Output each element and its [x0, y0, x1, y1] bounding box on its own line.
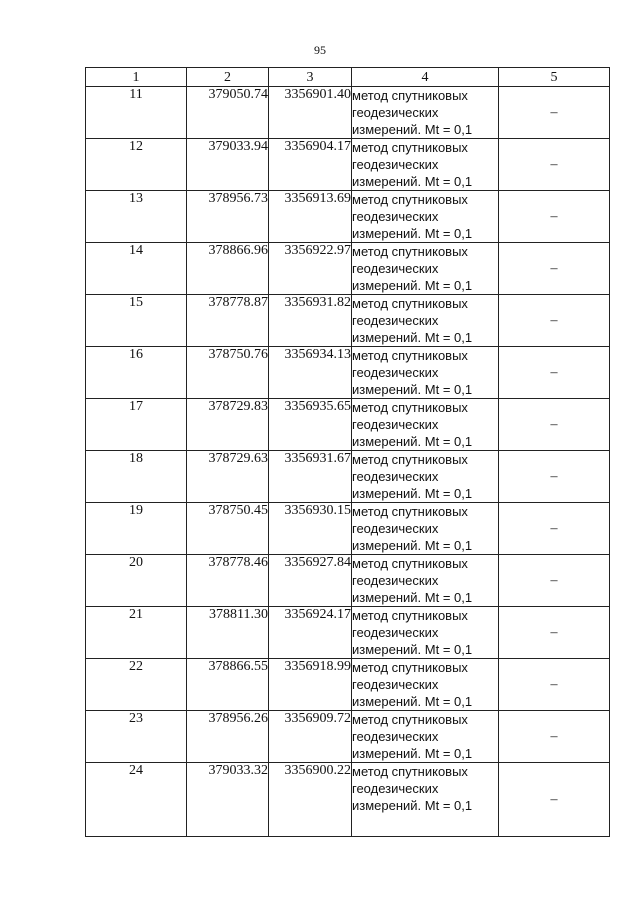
method-cell: [352, 347, 499, 399]
point-number-cell: 12: [86, 139, 187, 191]
method-line: метод спутниковых: [352, 608, 468, 623]
coordinates-table: [85, 67, 610, 837]
x-coordinate-cell: 378956.26: [187, 711, 269, 763]
note-cell: –: [499, 763, 610, 837]
note-cell: –: [499, 555, 610, 607]
note-cell: –: [499, 711, 610, 763]
note-cell: –: [499, 347, 610, 399]
x-coordinate-cell: 378956.73: [187, 191, 269, 243]
x-coordinate-cell: 378729.63: [187, 451, 269, 503]
column-header: 1: [86, 68, 187, 87]
method-cell: [352, 295, 499, 347]
note-cell: –: [499, 451, 610, 503]
method-line: измерений. Mt = 0,1: [352, 486, 473, 501]
method-cell: [352, 659, 499, 711]
method-cell: [352, 763, 499, 837]
column-header: 4: [352, 68, 499, 87]
y-coordinate-cell: 3356924.17: [269, 607, 352, 659]
note-cell: –: [499, 295, 610, 347]
method-cell: [352, 451, 499, 503]
point-number-cell: 14: [86, 243, 187, 295]
table-row: [86, 243, 610, 295]
y-coordinate-cell: 3356913.69: [269, 191, 352, 243]
method-line: метод спутниковых: [352, 192, 468, 207]
method-cell: [352, 607, 499, 659]
note-cell: –: [499, 659, 610, 711]
method-line: измерений. Mt = 0,1: [352, 122, 473, 137]
x-coordinate-cell: 378750.45: [187, 503, 269, 555]
y-coordinate-cell: 3356927.84: [269, 555, 352, 607]
method-line: геодезических: [352, 625, 439, 640]
table-row: [86, 555, 610, 607]
table-body: [86, 87, 610, 837]
point-number-cell: 15: [86, 295, 187, 347]
method-line: измерений. Mt = 0,1: [352, 278, 473, 293]
y-coordinate-cell: 3356900.22: [269, 763, 352, 837]
point-number-cell: 23: [86, 711, 187, 763]
column-header: 2: [187, 68, 269, 87]
table-row: [86, 87, 610, 139]
method-line: метод спутниковых: [352, 452, 468, 467]
method-line: метод спутниковых: [352, 348, 468, 363]
table-row: [86, 763, 610, 837]
table-row: [86, 659, 610, 711]
method-line: геодезических: [352, 469, 439, 484]
method-line: метод спутниковых: [352, 504, 468, 519]
page-number: 95: [314, 43, 326, 57]
table-row: [86, 191, 610, 243]
y-coordinate-cell: 3356904.17: [269, 139, 352, 191]
note-cell: –: [499, 503, 610, 555]
method-line: метод спутниковых: [352, 400, 468, 415]
note-cell: –: [499, 139, 610, 191]
method-line: измерений. Mt = 0,1: [352, 590, 473, 605]
point-number-cell: 19: [86, 503, 187, 555]
y-coordinate-cell: 3356909.72: [269, 711, 352, 763]
point-number-cell: 17: [86, 399, 187, 451]
point-number-cell: 24: [86, 763, 187, 837]
method-line: геодезических: [352, 105, 439, 120]
note-cell: –: [499, 191, 610, 243]
method-line: метод спутниковых: [352, 712, 468, 727]
method-line: измерений. Mt = 0,1: [352, 330, 473, 345]
column-header: 3: [269, 68, 352, 87]
point-number-cell: 22: [86, 659, 187, 711]
x-coordinate-cell: 378778.87: [187, 295, 269, 347]
method-line: метод спутниковых: [352, 140, 468, 155]
x-coordinate-cell: 379033.94: [187, 139, 269, 191]
method-cell: [352, 87, 499, 139]
method-line: геодезических: [352, 157, 439, 172]
method-cell: [352, 191, 499, 243]
table-row: [86, 399, 610, 451]
x-coordinate-cell: 378811.30: [187, 607, 269, 659]
table-row: [86, 451, 610, 503]
y-coordinate-cell: 3356931.67: [269, 451, 352, 503]
note-cell: –: [499, 87, 610, 139]
y-coordinate-cell: 3356918.99: [269, 659, 352, 711]
method-line: геодезических: [352, 573, 439, 588]
table-row: [86, 139, 610, 191]
y-coordinate-cell: 3356922.97: [269, 243, 352, 295]
method-line: измерений. Mt = 0,1: [352, 434, 473, 449]
table-row: [86, 347, 610, 399]
note-cell: –: [499, 399, 610, 451]
method-line: измерений. Mt = 0,1: [352, 746, 473, 761]
method-line: измерений. Mt = 0,1: [352, 642, 473, 657]
method-line: геодезических: [352, 417, 439, 432]
method-line: геодезических: [352, 365, 439, 380]
x-coordinate-cell: 379050.74: [187, 87, 269, 139]
method-line: геодезических: [352, 781, 439, 796]
method-line: метод спутниковых: [352, 660, 468, 675]
method-line: метод спутниковых: [352, 296, 468, 311]
point-number-cell: 21: [86, 607, 187, 659]
method-line: измерений. Mt = 0,1: [352, 382, 473, 397]
point-number-cell: 13: [86, 191, 187, 243]
method-cell: [352, 503, 499, 555]
table-header-row: [86, 68, 610, 87]
y-coordinate-cell: 3356931.82: [269, 295, 352, 347]
method-line: измерений. Mt = 0,1: [352, 538, 473, 553]
y-coordinate-cell: 3356901.40: [269, 87, 352, 139]
method-cell: [352, 555, 499, 607]
method-cell: [352, 243, 499, 295]
note-cell: –: [499, 243, 610, 295]
method-cell: [352, 139, 499, 191]
method-line: измерений. Mt = 0,1: [352, 174, 473, 189]
method-line: метод спутниковых: [352, 556, 468, 571]
x-coordinate-cell: 379033.32: [187, 763, 269, 837]
point-number-cell: 11: [86, 87, 187, 139]
x-coordinate-cell: 378866.55: [187, 659, 269, 711]
table-row: [86, 295, 610, 347]
y-coordinate-cell: 3356935.65: [269, 399, 352, 451]
method-cell: [352, 711, 499, 763]
method-line: метод спутниковых: [352, 244, 468, 259]
x-coordinate-cell: 378866.96: [187, 243, 269, 295]
x-coordinate-cell: 378750.76: [187, 347, 269, 399]
point-number-cell: 20: [86, 555, 187, 607]
y-coordinate-cell: 3356934.13: [269, 347, 352, 399]
method-cell: [352, 399, 499, 451]
method-line: измерений. Mt = 0,1: [352, 798, 473, 813]
x-coordinate-cell: 378729.83: [187, 399, 269, 451]
table-row: [86, 503, 610, 555]
method-line: геодезических: [352, 313, 439, 328]
method-line: геодезических: [352, 261, 439, 276]
x-coordinate-cell: 378778.46: [187, 555, 269, 607]
note-cell: –: [499, 607, 610, 659]
column-header: 5: [499, 68, 610, 87]
method-line: геодезических: [352, 209, 439, 224]
method-line: измерений. Mt = 0,1: [352, 226, 473, 241]
method-line: геодезических: [352, 729, 439, 744]
method-line: геодезических: [352, 521, 439, 536]
y-coordinate-cell: 3356930.15: [269, 503, 352, 555]
method-line: метод спутниковых: [352, 764, 468, 779]
method-line: метод спутниковых: [352, 88, 468, 103]
method-line: геодезических: [352, 677, 439, 692]
table-row: [86, 711, 610, 763]
method-line: измерений. Mt = 0,1: [352, 694, 473, 709]
table-row: [86, 607, 610, 659]
point-number-cell: 18: [86, 451, 187, 503]
point-number-cell: 16: [86, 347, 187, 399]
